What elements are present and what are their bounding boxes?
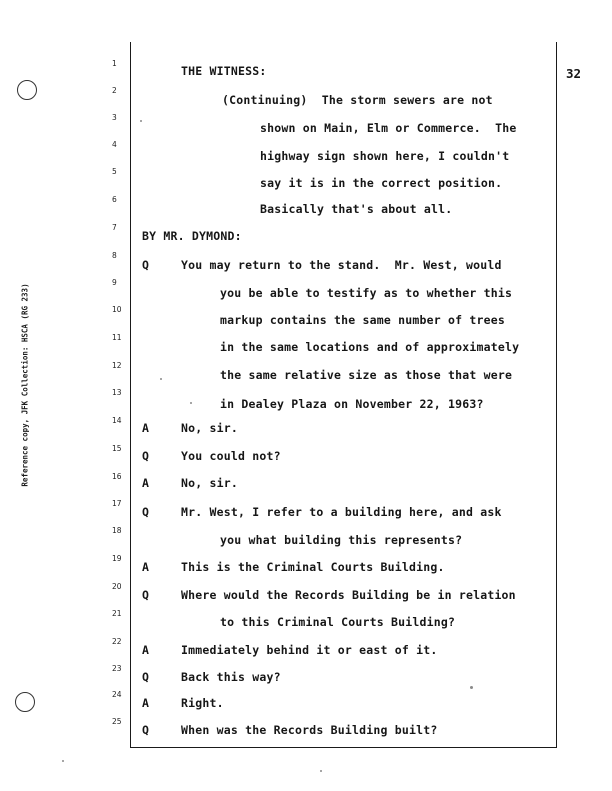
- scan-speck: [140, 120, 142, 122]
- line-number: 18: [112, 526, 122, 535]
- speaker-marker: A: [142, 696, 149, 710]
- transcript-line: highway sign shown here, I couldn't: [260, 149, 510, 163]
- transcript-line: No, sir.: [181, 476, 238, 490]
- transcript-line: Where would the Records Building be in relation: [181, 588, 516, 602]
- speaker-marker: A: [142, 421, 149, 435]
- line-number: 5: [112, 167, 117, 176]
- transcript-line: Right.: [181, 696, 224, 710]
- scan-speck: [190, 402, 192, 404]
- line-number: 20: [112, 582, 122, 591]
- transcript-line: Mr. West, I refer to a building here, and ask: [181, 505, 502, 519]
- transcript-line: in the same locations and of approximately: [220, 340, 520, 354]
- transcript-line: say it is in the correct position.: [260, 176, 503, 190]
- line-number: 1: [112, 59, 117, 68]
- transcript-line: THE WITNESS:: [181, 64, 267, 78]
- line-number: 6: [112, 195, 117, 204]
- line-number: 13: [112, 388, 122, 397]
- transcript-line: you be able to testify as to whether this: [220, 286, 513, 300]
- line-number: 21: [112, 609, 122, 618]
- transcript-line: Back this way?: [181, 670, 281, 684]
- line-number: 7: [112, 223, 117, 232]
- page-number: 32: [566, 66, 582, 81]
- archive-stamp: Reference copy, JFK Collection: HSCA (RG 233): [20, 283, 30, 487]
- transcript-line: markup contains the same number of trees: [220, 313, 505, 327]
- speaker-marker: Q: [142, 449, 149, 463]
- transcript-line: This is the Criminal Courts Building.: [181, 560, 445, 574]
- line-number: 9: [112, 278, 117, 287]
- transcript-line: to this Criminal Courts Building?: [220, 615, 456, 629]
- transcript-line: No, sir.: [181, 421, 238, 435]
- transcript-line: BY MR. DYMOND:: [142, 229, 242, 243]
- line-number: 10: [112, 305, 122, 314]
- speaker-marker: A: [142, 476, 149, 490]
- scan-speck: [62, 760, 64, 762]
- speaker-marker: A: [142, 560, 149, 574]
- punch-hole-top: [17, 80, 37, 100]
- scan-speck: [470, 686, 473, 689]
- line-number: 4: [112, 140, 117, 149]
- line-number: 23: [112, 664, 122, 673]
- line-number: 19: [112, 554, 122, 563]
- transcript-line: Immediately behind it or east of it.: [181, 643, 438, 657]
- line-number: 8: [112, 251, 117, 260]
- transcript-line: You could not?: [181, 449, 281, 463]
- speaker-marker: Q: [142, 723, 149, 737]
- transcript-line: in Dealey Plaza on November 22, 1963?: [220, 397, 484, 411]
- punch-hole-bottom: [15, 692, 35, 712]
- transcript-line: shown on Main, Elm or Commerce. The: [260, 121, 517, 135]
- line-number: 3: [112, 113, 117, 122]
- line-number: 14: [112, 416, 122, 425]
- line-number: 22: [112, 637, 122, 646]
- line-number: 16: [112, 472, 122, 481]
- transcript-line: you what building this represents?: [220, 533, 463, 547]
- transcript-line: the same relative size as those that were: [220, 368, 513, 382]
- transcript-line: Basically that's about all.: [260, 202, 453, 216]
- left-margin-rule: [130, 42, 131, 748]
- bottom-rule: [130, 747, 557, 748]
- line-number: 2: [112, 86, 117, 95]
- line-number: 17: [112, 499, 122, 508]
- transcript-line: You may return to the stand. Mr. West, would: [181, 258, 502, 272]
- transcript-line: When was the Records Building built?: [181, 723, 438, 737]
- line-number: 12: [112, 361, 122, 370]
- speaker-marker: Q: [142, 505, 149, 519]
- line-number: 11: [112, 333, 122, 342]
- scan-speck: [160, 378, 162, 380]
- line-number: 24: [112, 690, 122, 699]
- speaker-marker: Q: [142, 258, 149, 272]
- transcript-line: (Continuing) The storm sewers are not: [222, 93, 493, 107]
- line-number: 15: [112, 444, 122, 453]
- right-margin-rule: [556, 42, 557, 748]
- line-number: 25: [112, 717, 122, 726]
- speaker-marker: Q: [142, 670, 149, 684]
- scan-speck: [320, 770, 322, 772]
- speaker-marker: A: [142, 643, 149, 657]
- speaker-marker: Q: [142, 588, 149, 602]
- archive-stamp-area: [8, 230, 42, 540]
